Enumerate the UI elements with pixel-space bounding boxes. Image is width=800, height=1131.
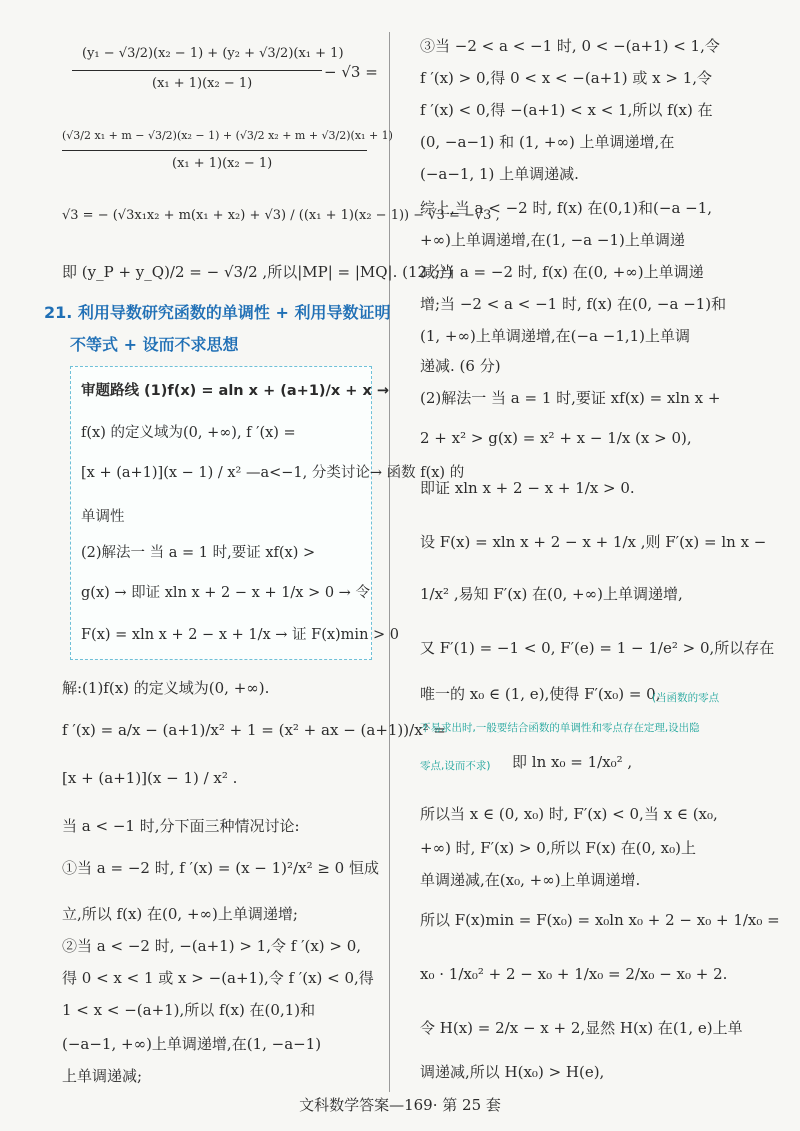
fraction-bar [62, 150, 367, 151]
solution-line: 即证 xln x + 2 − x + 1/x > 0. [420, 479, 635, 497]
solution-line: x₀ · 1/x₀² + 2 − x₀ + 1/x₀ = 2/x₀ − x₀ + 2. [420, 965, 728, 983]
solution-line: 2 + x² > g(x) = x² + x − 1/x (x > 0), [420, 429, 692, 447]
solution-line: ②当 a < −2 时, −(a+1) > 1,令 f ′(x) > 0, [62, 937, 362, 955]
solution-line: (2)解法一 当 a = 1 时,要证 xf(x) = xln x + [420, 389, 721, 407]
solution-line: f ′(x) > 0,得 0 < x < −(a+1) 或 x > 1,令 [420, 69, 713, 87]
outline-line: [x + (a+1)](x − 1) / x² —a<−1, 分类讨论→ 函数 f(x) 的 [81, 465, 465, 481]
solution-line: ①当 a = −2 时, f ′(x) = (x − 1)²/x² ≥ 0 恒成 [62, 859, 379, 877]
solution-line: +∞) 时, F′(x) > 0,所以 F(x) 在(0, x₀)上 [420, 839, 696, 857]
fraction-denominator: (x₁ + 1)(x₂ − 1) [152, 76, 253, 91]
column-divider [389, 32, 390, 1092]
solution-line: (−a−1, +∞)上单调递增,在(1, −a−1) [62, 1035, 322, 1053]
solution-line: 立,所以 f(x) 在(0, +∞)上单调递增; [62, 905, 298, 923]
solution-line: 所以 F(x)min = F(x₀) = x₀ln x₀ + 2 − x₀ + 1/x₀ = [420, 911, 780, 929]
equation-tail: − √3 = [324, 63, 378, 81]
outline-line: 审题路线 (1)f(x) = aln x + (a+1)/x + x → [81, 383, 389, 399]
solution-line: 又 F′(1) = −1 < 0, F′(e) = 1 − 1/e² > 0,所以存在 [420, 639, 775, 657]
solution-line: 1 < x < −(a+1),所以 f(x) 在(0,1)和 [62, 1001, 316, 1019]
teal-annotation: 零点,设而不求) [420, 760, 491, 772]
fraction-bar [72, 70, 322, 71]
solution-line: f ′(x) < 0,得 −(a+1) < x < 1,所以 f(x) 在 [420, 101, 713, 119]
solution-line: 递减. (6 分) [420, 357, 501, 375]
solution-line: 调递减,所以 H(x₀) > H(e), [420, 1063, 605, 1081]
outline-line: (2)解法一 当 a = 1 时,要证 xf(x) > [81, 545, 316, 561]
outline-line: g(x) → 即证 xln x + 2 − x + 1/x > 0 → 令 [81, 585, 370, 601]
equation-line: 即 (y_P + y_Q)/2 = − √3/2 ,所以|MP| = |MQ|. (12 分) [62, 263, 453, 281]
solution-line: [x + (a+1)](x − 1) / x² . [62, 769, 238, 787]
teal-annotation: (当函数的零点 [652, 692, 720, 704]
outline-line: f(x) 的定义域为(0, +∞), f ′(x) = [81, 425, 296, 441]
solution-line: 设 F(x) = xln x + 2 − x + 1/x ,则 F′(x) = ln x − [420, 533, 767, 551]
solution-line: 综上,当 a < −2 时, f(x) 在(0,1)和(−a −1, [420, 199, 713, 217]
problem-heading-cont: 不等式 + 设而不求思想 [70, 335, 239, 354]
solution-line: (−a−1, 1) 上单调递减. [420, 165, 579, 183]
teal-annotation: 不易求出时,一般要结合函数的单调性和零点存在定理,设出隐 [420, 722, 700, 734]
solution-line: 当 a < −1 时,分下面三种情况讨论: [62, 817, 300, 835]
equation-line: √3 = − (√3x₁x₂ + m(x₁ + x₂) + √3) / ((x₁ + 1)(x₂ − 1)) − √3 = −√3 , [62, 208, 500, 223]
solution-line: f ′(x) = a/x − (a+1)/x² + 1 = (x² + ax − (a+1))/x² = [62, 721, 447, 739]
solution-outline-box [70, 366, 465, 660]
fraction-numerator: (√3/2 x₁ + m − √3/2)(x₂ − 1) + (√3/2 x₂ + m + √3/2)(x₁ + 1) [62, 129, 393, 142]
problem-heading: 21. 利用导数研究函数的单调性 + 利用导数证明 [44, 303, 391, 322]
solution-line: 唯一的 x₀ ∈ (1, e),使得 F′(x₀) = 0, [420, 685, 661, 703]
solution-line: (0, −a−1) 和 (1, +∞) 上单调递增,在 [420, 133, 675, 151]
solution-line: 解:(1)f(x) 的定义域为(0, +∞). [62, 679, 270, 697]
outline-line: F(x) = xln x + 2 − x + 1/x → 证 F(x)min > 0 [81, 627, 400, 643]
page-footer: 文科数学答案—169· 第 25 套 [299, 1096, 501, 1114]
solution-line: 令 H(x) = 2/x − x + 2,显然 H(x) 在(1, e)上单 [420, 1019, 743, 1037]
solution-line: 增;当 −2 < a < −1 时, f(x) 在(0, −a −1)和 [420, 295, 727, 313]
solution-line: +∞)上单调递增,在(1, −a −1)上单调递 [420, 231, 685, 249]
solution-line: 上单调递减; [62, 1067, 143, 1085]
fraction-denominator: (x₁ + 1)(x₂ − 1) [172, 156, 273, 171]
outline-line: 单调性 [81, 509, 125, 525]
solution-line: 减;当 a = −2 时, f(x) 在(0, +∞)上单调递 [420, 263, 704, 281]
solution-line: (1, +∞)上单调递增,在(−a −1,1)上单调 [420, 327, 691, 345]
solution-line: 单调递减,在(x₀, +∞)上单调递增. [420, 871, 641, 889]
solution-line: 即 ln x₀ = 1/x₀² , [512, 753, 633, 771]
solution-line: 所以当 x ∈ (0, x₀) 时, F′(x) < 0,当 x ∈ (x₀, [420, 805, 718, 823]
solution-line: ③当 −2 < a < −1 时, 0 < −(a+1) < 1,令 [420, 37, 720, 55]
fraction-numerator: (y₁ − √3/2)(x₂ − 1) + (y₂ + √3/2)(x₁ + 1) [82, 46, 344, 61]
solution-line: 得 0 < x < 1 或 x > −(a+1),令 f ′(x) < 0,得 [62, 969, 374, 987]
solution-line: 1/x² ,易知 F′(x) 在(0, +∞)上单调递增, [420, 585, 683, 603]
